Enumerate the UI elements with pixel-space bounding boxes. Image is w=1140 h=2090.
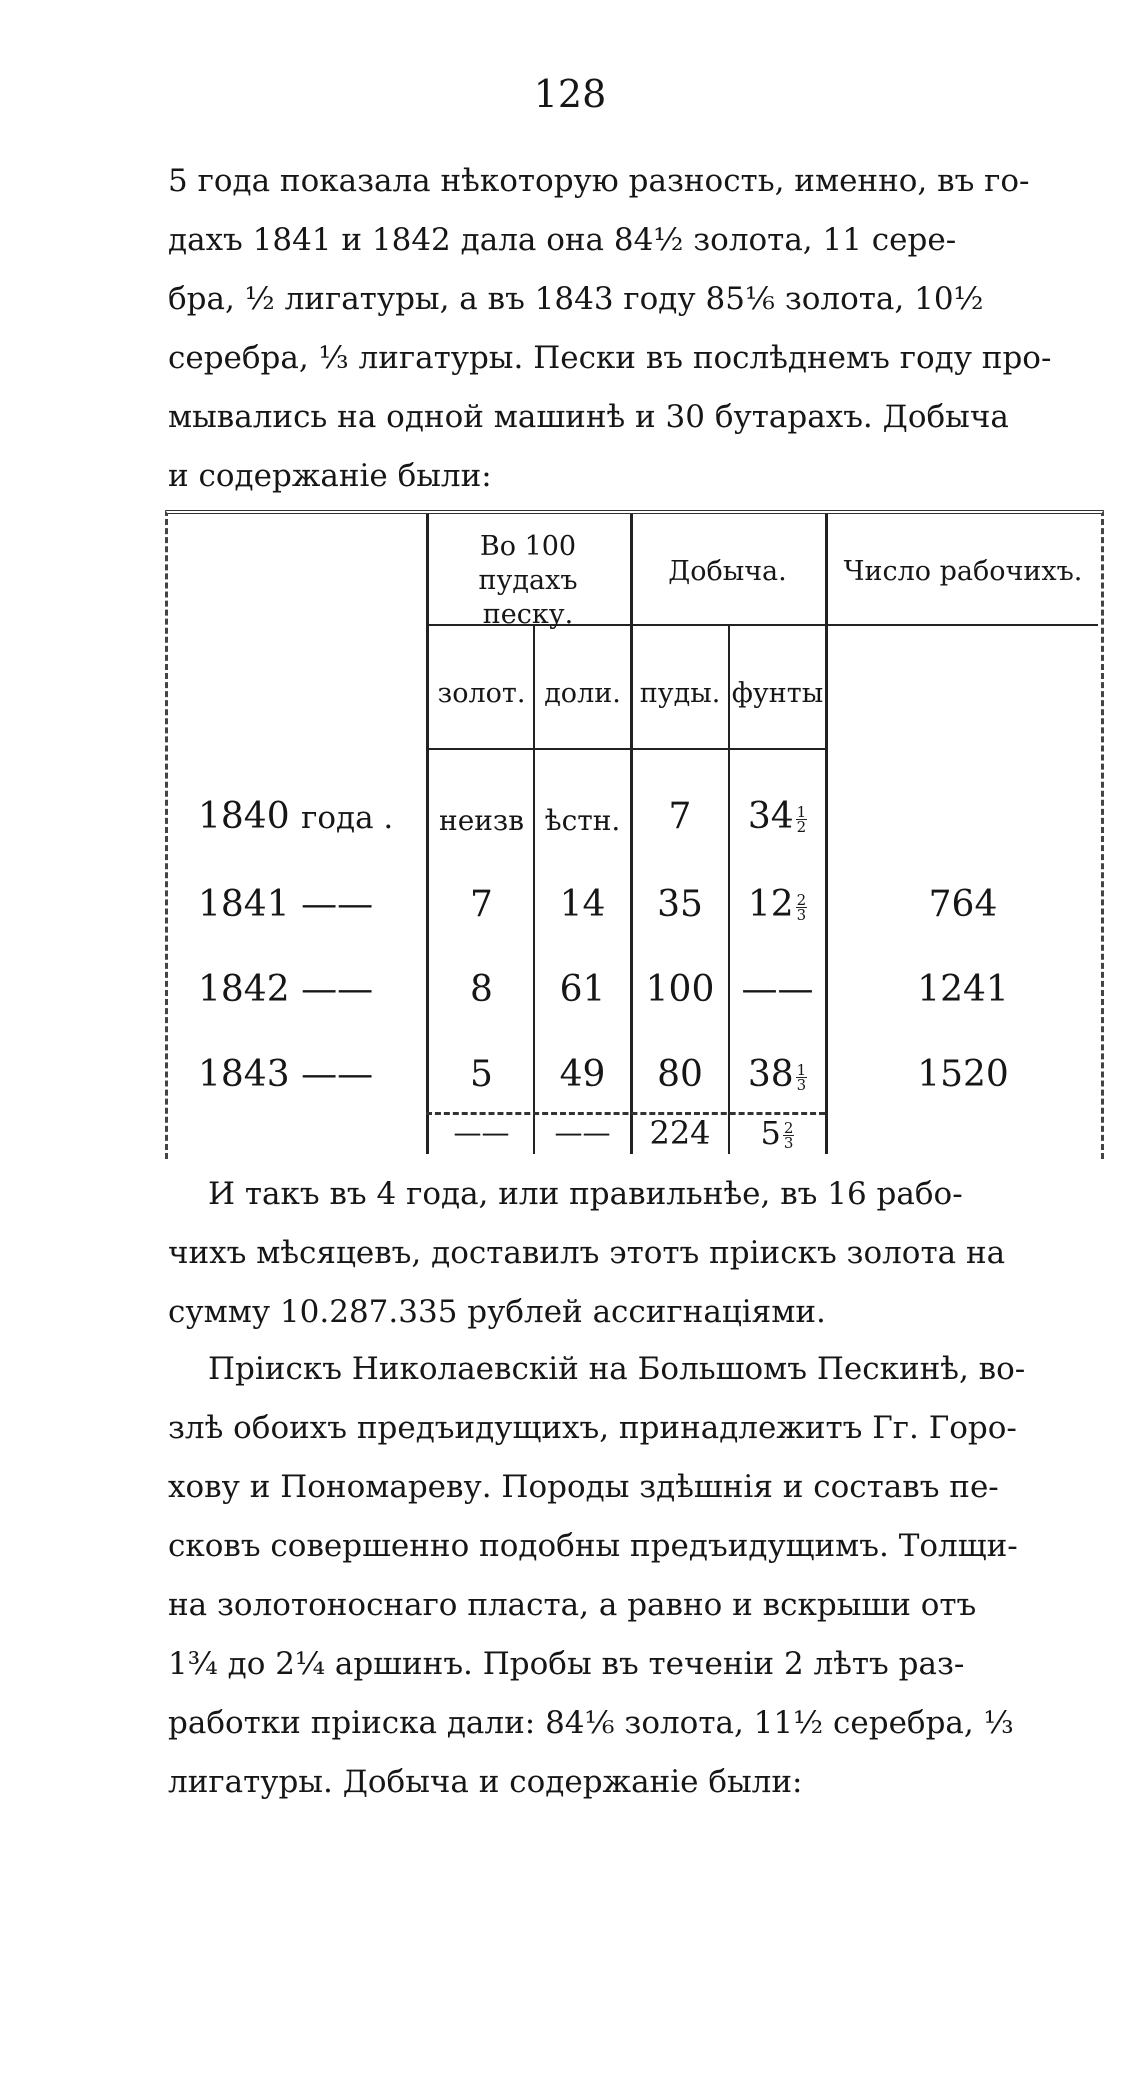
cell-gold: 7 xyxy=(470,884,493,925)
header-sample-group: Во 100 пудахъ песку. xyxy=(478,531,578,630)
row-year: 1840 года . xyxy=(198,796,394,837)
header-dolya: доли. xyxy=(544,678,621,709)
header-output-group: Добыча. xyxy=(668,556,787,587)
header-workers: Число рабочихъ. xyxy=(843,556,1083,587)
total-gold: —— xyxy=(453,1116,510,1149)
text-line: мывались на одной машинѣ и 30 бутарахъ. Добыча xyxy=(168,399,1009,435)
table-rule xyxy=(630,624,1098,626)
text-line: И такъ въ 4 года, или правильнѣе, въ 16 рабо- xyxy=(208,1176,963,1212)
text-line: хову и Пономареву. Породы здѣшнія и составъ пе- xyxy=(168,1469,999,1505)
cell-pudy: 7 xyxy=(668,796,692,837)
fraction: $\frac{1}{3}$ xyxy=(796,1060,807,1094)
fraction: $\frac{1}{2}$ xyxy=(796,802,807,836)
fraction: $\frac{2}{3}$ xyxy=(783,1119,794,1152)
text-line: 1¾ до 2¼ аршинъ. Пробы въ теченіи 2 лѣтъ раз- xyxy=(168,1646,965,1682)
cell-dolya: 49 xyxy=(559,1054,606,1095)
cell-pudy: 80 xyxy=(657,1054,703,1095)
paragraph-nikolaevsky xyxy=(168,1340,1098,1812)
cell-funty: 12 $\frac{2}{3}$ xyxy=(747,884,807,925)
row-year: 1843 —— xyxy=(198,1054,374,1095)
fraction: $\frac{2}{3}$ xyxy=(796,890,807,924)
cell-funty: —— xyxy=(741,969,814,1010)
text-line: дахъ 1841 и 1842 дала она 84½ золота, 11 сере- xyxy=(168,222,957,258)
total-dolya: —— xyxy=(554,1116,611,1149)
total-pudy: 224 xyxy=(649,1114,711,1152)
page-number: 128 xyxy=(533,72,607,116)
text-line: Пріискъ Николаевскій на Большомъ Пескинѣ, во- xyxy=(208,1351,1026,1387)
cell-workers: 1520 xyxy=(917,1054,1009,1095)
table-rule xyxy=(426,514,429,1154)
production-table xyxy=(165,510,1104,1159)
total-funty: 5 $\frac{2}{3}$ xyxy=(760,1114,794,1152)
cell-workers: 764 xyxy=(928,884,998,925)
cell-dolya: 61 xyxy=(559,969,606,1010)
row-year: 1841 —— xyxy=(198,884,374,925)
row-year: 1842 —— xyxy=(198,969,374,1010)
text-line: на золотоноснаго пласта, а равно и вскрыши отъ xyxy=(168,1587,977,1623)
paragraph-summary xyxy=(168,1165,1098,1342)
text-line: сумму 10.287.335 рублей ассигнаціями. xyxy=(168,1294,826,1330)
text-line: злѣ обоихъ предъидущихъ, принадлежитъ Гг. Горо- xyxy=(168,1410,1017,1446)
paragraph-intro xyxy=(168,152,1098,506)
text-line: и содержаніе были: xyxy=(168,458,492,494)
cell-dolya: 14 xyxy=(559,884,606,925)
text-line: сковъ совершенно подобны предъидущимъ. Толщи- xyxy=(168,1528,1018,1564)
cell-dolya: ѣстн. xyxy=(544,804,621,837)
text-line: 5 года показала нѣкоторую разность, именно, въ го- xyxy=(168,163,1030,199)
cell-gold: 8 xyxy=(470,969,493,1010)
header-gold: золот. xyxy=(437,678,526,709)
header-funty: фунты xyxy=(731,678,824,709)
cell-gold: неизв xyxy=(439,804,524,837)
text-line: работки пріиска дали: 84⅙ золота, 11½ серебра, ⅓ xyxy=(168,1705,1014,1741)
text-line: чихъ мѣсяцевъ, доставилъ этотъ пріискъ золота на xyxy=(168,1235,1006,1271)
table-rule xyxy=(426,748,825,750)
cell-funty: 38 $\frac{1}{3}$ xyxy=(747,1054,807,1095)
text-line: бра, ½ лигатуры, а въ 1843 году 85⅙ золота, 10½ xyxy=(168,281,984,317)
text-line: серебра, ⅓ лигатуры. Пески въ послѣднемъ году про- xyxy=(168,340,1052,376)
cell-workers: 1241 xyxy=(917,969,1009,1010)
header-pudy: пуды. xyxy=(639,678,721,709)
cell-pudy: 35 xyxy=(657,884,703,925)
text-line: лигатуры. Добыча и содержаніе были: xyxy=(168,1764,803,1800)
cell-funty: 34 $\frac{1}{2}$ xyxy=(747,796,807,837)
cell-gold: 5 xyxy=(470,1054,493,1095)
cell-pudy: 100 xyxy=(645,969,715,1010)
